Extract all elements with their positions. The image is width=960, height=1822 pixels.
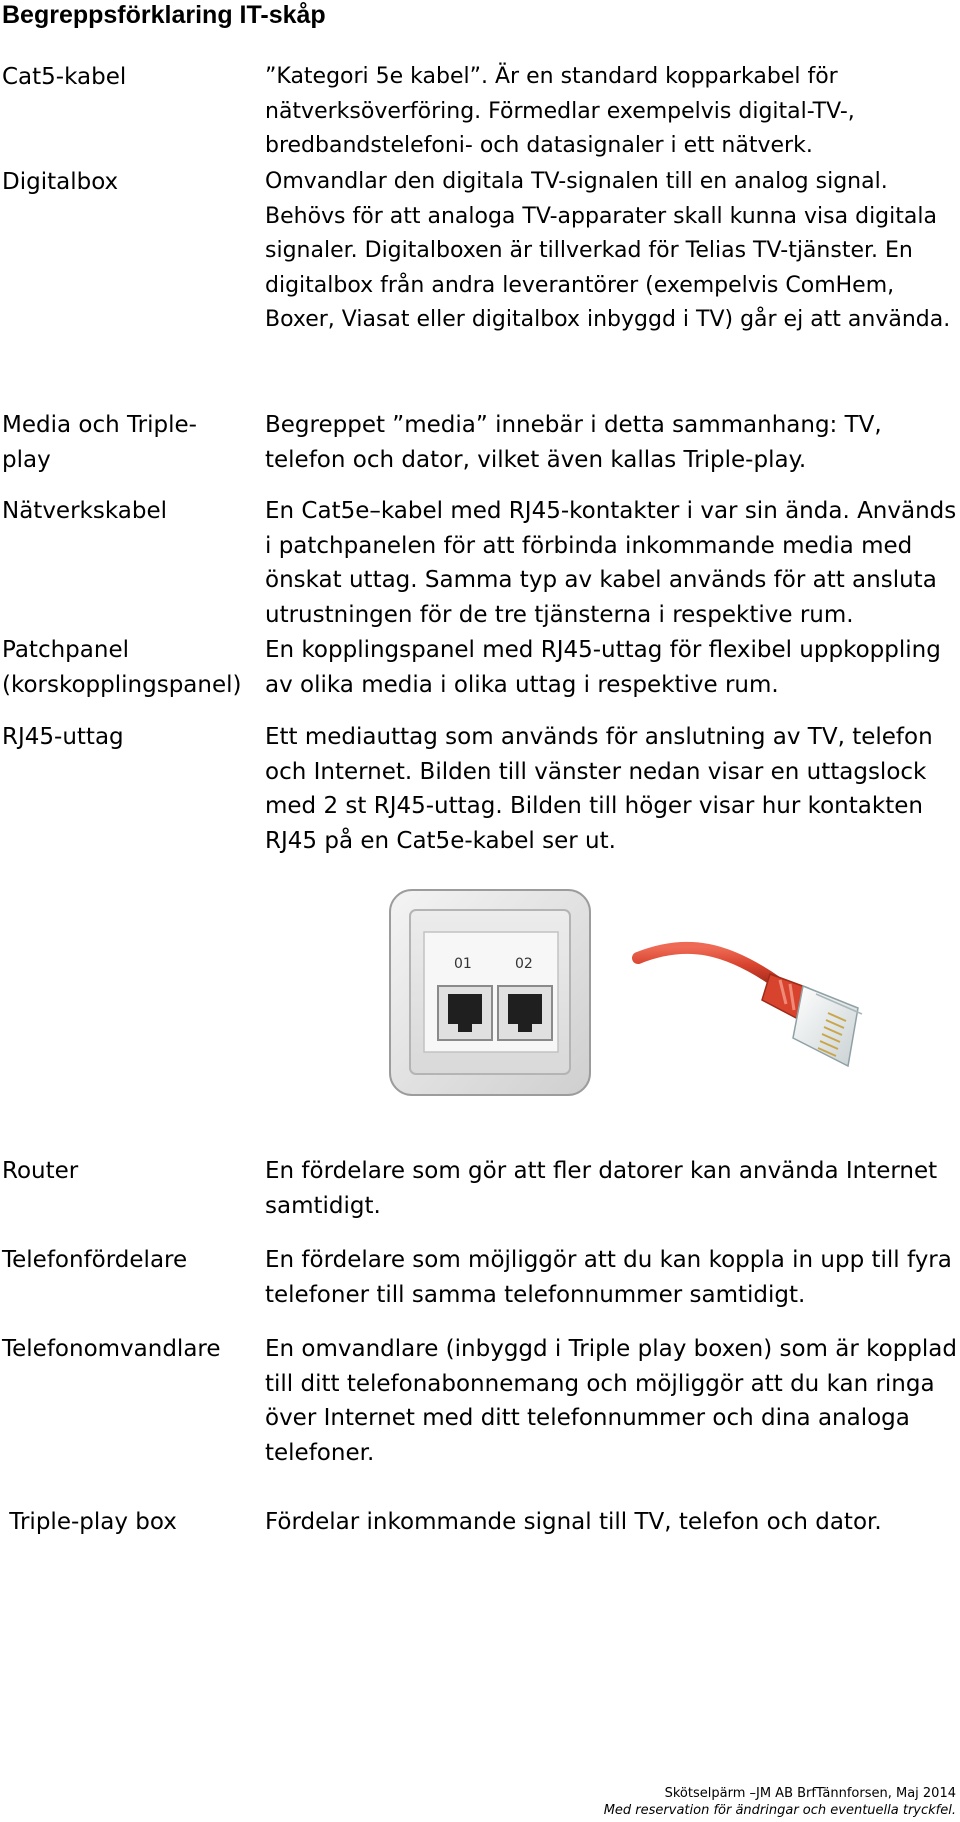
- definition-patchpanel: En kopplingspanel med RJ45-uttag för flexibel uppkoppling av olika media i olika uttag i respektive rum.: [265, 637, 941, 698]
- term-rj45-uttag: RJ45-uttag: [2, 724, 124, 750]
- term-triple-play-box: Triple-play box: [2, 1509, 177, 1535]
- socket-label-02: 02: [515, 956, 533, 972]
- term-natverkskabel: Nätverkskabel: [2, 498, 167, 524]
- term-patchpanel: Patchpanel (korskopplingspanel): [2, 637, 242, 698]
- definition-telefonfordelare: En fördelare som möjliggör att du kan koppla in upp till fyra telefoner till samma telefonnummer samtidigt.: [265, 1247, 952, 1308]
- term-router: Router: [2, 1158, 79, 1184]
- definition-natverkskabel: En Cat5e–kabel med RJ45-kontakter i var sin ända. Används i patchpanelen för att förbinda inkommande media med önskat uttag. Samma typ av kabel används för att ansluta utrustningen för de tre tjänsterna i respektive rum.: [265, 498, 957, 628]
- term-telefonfordelare: Telefonfördelare: [2, 1247, 188, 1273]
- rj45-socket-and-plug-icon: [388, 888, 958, 1108]
- rj45-figure: [388, 888, 958, 1108]
- page-title: Begreppsförklaring IT-skåp: [2, 1, 326, 29]
- footer-disclaimer: Med reservation för ändringar och eventuella tryckfel.: [603, 1803, 956, 1818]
- definition-cat5-kabel: ”Kategori 5e kabel”. Är en standard kopparkabel för nätverksöverföring. Förmedlar exempelvis digital-TV-, bredbandstelefoni- och datasignaler i ett nätverk.: [265, 64, 855, 158]
- definition-digitalbox: Omvandlar den digitala TV-signalen till en analog signal. Behövs för att analoga TV-apparater skall kunna visa digitala signaler. Digitalboxen är tillverkad för Telias TV-tjänster. En digitalbox från andra leverantörer (exempelvis ComHem, Boxer, Viasat eller digitalbox inbyggd i TV) går ej att använda.: [265, 169, 951, 332]
- page-footer: [604, 1785, 956, 1819]
- socket-label-01: 01: [454, 956, 472, 972]
- term-cat5-kabel: Cat5-kabel: [2, 64, 127, 90]
- definition-rj45-uttag: Ett mediauttag som används för anslutning av TV, telefon och Internet. Bilden till vänster nedan visar en uttagslock med 2 st RJ45-uttag. Bilden till höger visar hur kontakten RJ45 på en Cat5e-kabel ser ut.: [265, 724, 933, 854]
- definition-telefonomvandlare: En omvandlare (inbyggd i Triple play boxen) som är kopplad till ditt telefonabonnemang och möjliggör att du kan ringa över Internet med ditt telefonnummer och dina analoga telefoner.: [265, 1336, 957, 1466]
- term-telefonomvandlare: Telefonomvandlare: [2, 1336, 221, 1362]
- definition-triple-play-box: Fördelar inkommande signal till TV, telefon och dator.: [265, 1509, 882, 1535]
- cable-icon: [638, 948, 778, 983]
- rj45-socket-01: [438, 986, 492, 1040]
- term-media-och-triple-play: Media och Triple-play: [2, 412, 197, 473]
- term-digitalbox: Digitalbox: [2, 169, 119, 195]
- definition-router: En fördelare som gör att fler datorer kan använda Internet samtidigt.: [265, 1158, 938, 1219]
- footer-document-info: Skötselpärm –JM AB BrfTännforsen, Maj 2014: [664, 1786, 956, 1801]
- definition-media-och-triple-play: Begreppet ”media” innebär i detta sammanhang: TV, telefon och dator, vilket även kallas Triple-play.: [265, 412, 882, 473]
- rj45-socket-02: [498, 986, 552, 1040]
